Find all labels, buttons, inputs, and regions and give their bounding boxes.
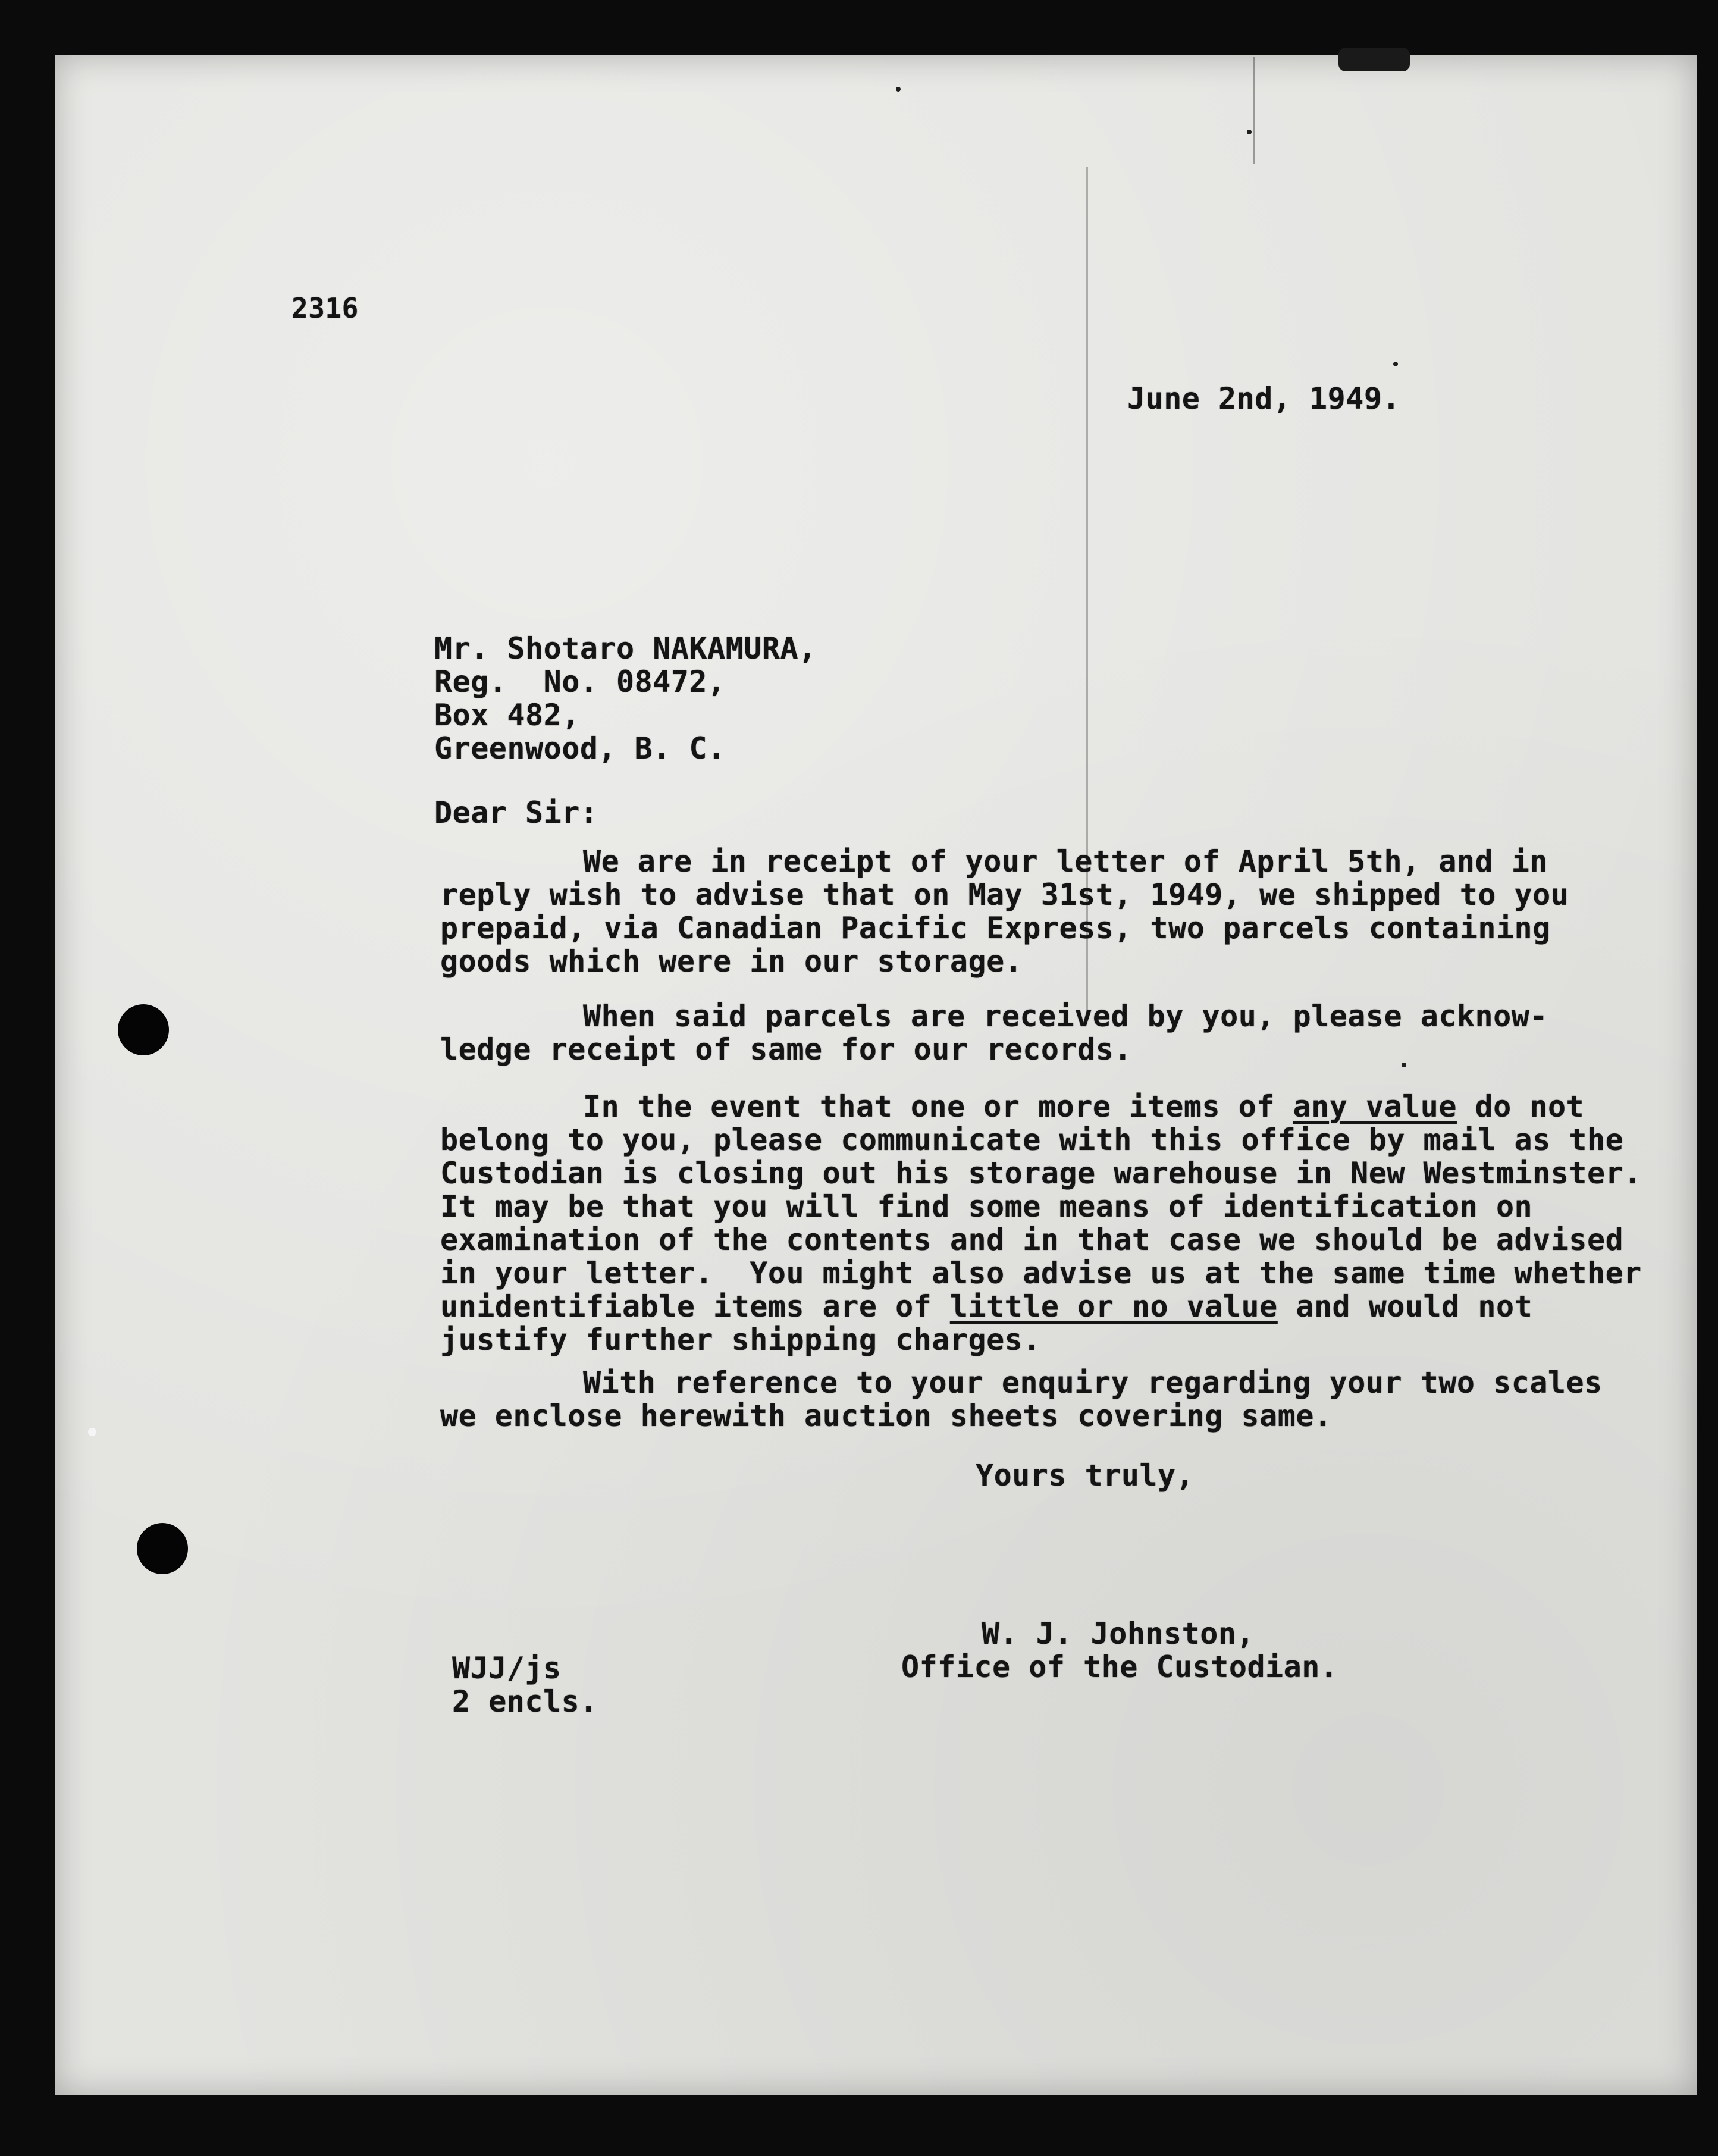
recipient-city: Greenwood, B. C. [434,731,726,766]
paragraph-line: belong to you, please communicate with this office by mail as the [440,1123,1624,1157]
speck [1247,130,1252,134]
recipient-box: Box 482, [434,698,580,732]
speck [896,87,901,92]
paragraph-line: in your letter. You might also advise us at the same time whether [440,1256,1642,1290]
recipient-registration: Reg. No. 08472, [434,665,726,699]
file-number: 2316 [291,292,359,324]
signer-title: Office of the Custodian. [901,1650,1338,1684]
underlined-phrase-little-or-no-value: little or no value [949,1289,1278,1324]
recipient-name: Mr. Shotaro NAKAMURA, [434,631,817,666]
paragraph-line: ledge receipt of same for our records. [440,1032,1132,1067]
reference-initials: WJJ/js [452,1651,562,1685]
paragraph-line: With reference to your enquiry regarding your two scales [583,1365,1603,1400]
paragraph-line: We are in receipt of your letter of April 5th, and in [583,844,1548,879]
speck [1402,1063,1406,1067]
underlined-phrase-any-value: any value [1293,1089,1457,1124]
enclosures-note: 2 encls. [452,1684,598,1719]
paragraph-text: In the event that one or more items of [583,1089,1293,1124]
paragraph-line: When said parcels are received by you, please acknow- [583,999,1548,1033]
letter-date: June 2nd, 1949. [1127,381,1401,416]
paragraph-line: Custodian is closing out his storage warehouse in New Westminster. [440,1156,1642,1190]
paragraph-text: and would not [1277,1289,1533,1324]
paragraph-line [440,1290,1532,1323]
paragraph-line: It may be that you will find some means of identification on [440,1189,1533,1224]
punch-hole-upper [118,1004,169,1055]
speck [88,1428,96,1436]
paragraph-line: examination of the contents and in that case we should be advised [440,1223,1624,1257]
paragraph-line: justify further shipping charges. [440,1323,1041,1357]
salutation: Dear Sir: [434,795,598,830]
paragraph-line [583,1090,1584,1123]
paragraph-line: prepaid, via Canadian Pacific Express, two parcels containing [440,911,1551,945]
paragraph-text: do not [1456,1089,1585,1124]
letter-page [55,55,1697,2095]
fold-crease-top [1253,57,1255,164]
film-edge-mark [1338,48,1410,71]
paragraph-text: unidentifiable items are of [440,1289,950,1324]
paragraph-line: reply wish to advise that on May 31st, 1949, we shipped to you [440,878,1569,912]
paragraph-line: we enclose herewith auction sheets covering same. [440,1399,1333,1433]
speck [1393,362,1398,366]
punch-hole-lower [137,1523,188,1574]
signer-name: W. J. Johnston, [982,1616,1255,1651]
paragraph-line: goods which were in our storage. [440,944,1023,979]
closing: Yours truly, [976,1458,1195,1493]
